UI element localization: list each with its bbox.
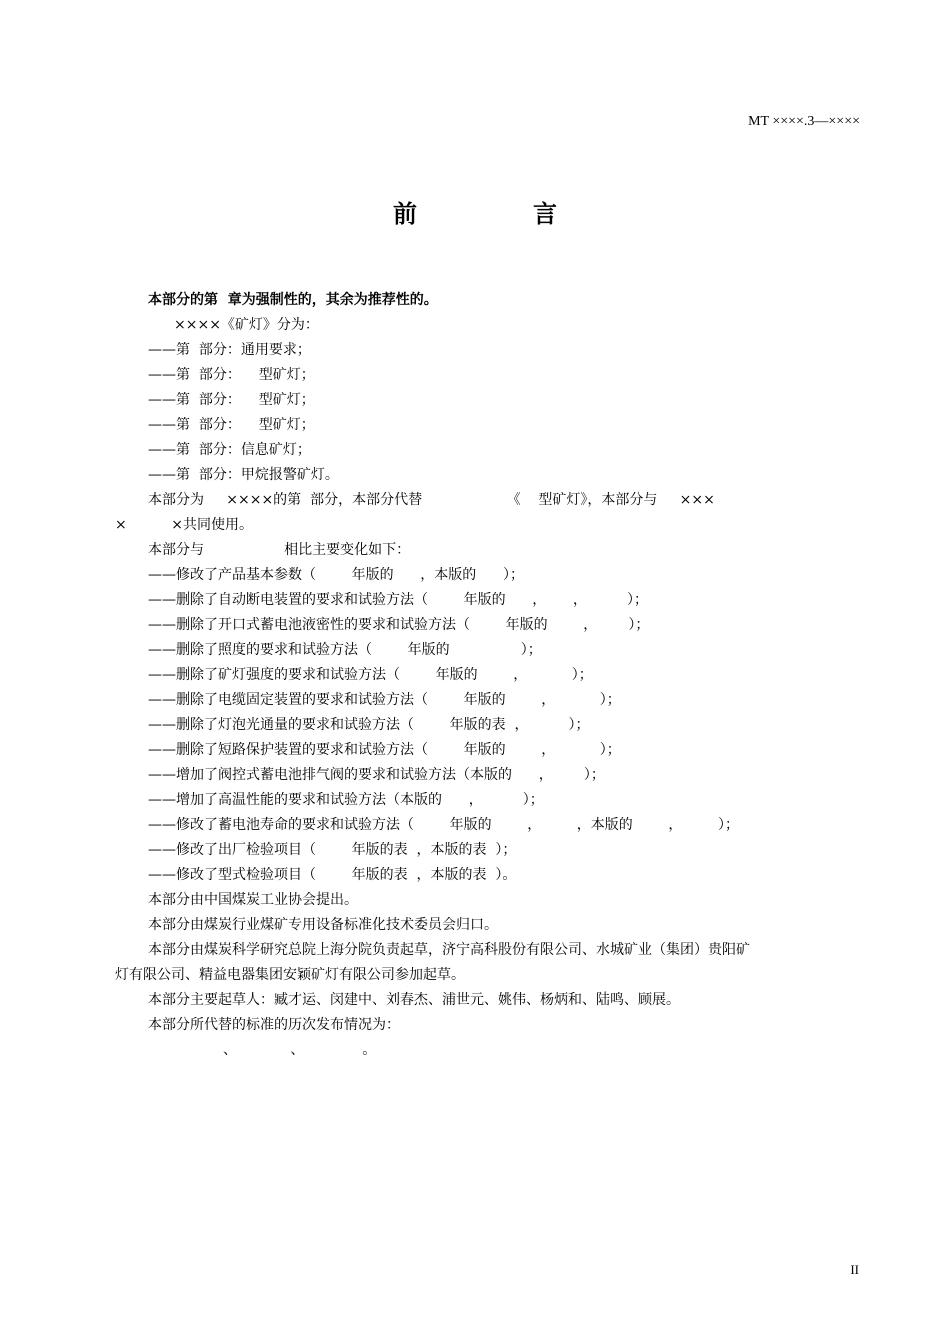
change-item: ——修改了产品基本参数（ 年版的 ，本版的 ）； [148,567,525,583]
change-item: ——删除了开口式蓄电池液密性的要求和试验方法（ 年版的 ， ）； [148,617,650,633]
change-item: ——删除了灯泡光通量的要求和试验方法（ 年版的表 ， ）； [148,717,590,733]
change-item: ——删除了照度的要求和试验方法（ 年版的 ）； [148,642,542,658]
page-number: II [850,1262,859,1277]
change-item: ——增加了阀控式蓄电池排气阀的要求和试验方法（本版的 ， ）； [148,767,605,783]
page-title: 前 言 [393,200,603,228]
list-item: ——第 部分：信息矿灯； [148,442,311,458]
list-item: ——第 部分： 型矿灯； [148,417,315,433]
change-item: ——修改了蓄电池寿命的要求和试验方法（ 年版的 ， ，本版的 ， ）； [148,817,740,833]
change-item: ——修改了出厂检验项目（ 年版的表 ，本版的表 ）； [148,842,517,858]
paragraph: 本部分由煤炭行业煤矿专用设备标准化技术委员会归口。 [148,917,498,933]
paragraph: 本部分由煤炭科学研究总院上海分院负责起草，济宁高科股份有限公司、水城矿业（集团）贵阳矿 [148,942,750,958]
paragraph: 、 、 。 [174,1042,377,1058]
paragraph: 本部分与 相比主要变化如下： [148,542,411,558]
list-item: ——第 部分：通用要求； [148,342,311,358]
paragraph: 本部分为 ××××的第 部分，本部分代替 《 型矿灯》，本部分与 ××× [148,492,715,508]
paragraph-continuation: × ×共同使用。 [115,517,253,533]
change-item: ——删除了短路保护装置的要求和试验方法（ 年版的 ， ）； [148,742,621,758]
list-item: ——第 部分：甲烷报警矿灯。 [148,467,339,483]
paragraph: 本部分由中国煤炭工业协会提出。 [148,892,358,908]
list-item: ——第 部分： 型矿灯； [148,367,315,383]
change-item: ——增加了高温性能的要求和试验方法（本版的 ， ）； [148,792,544,808]
list-item: ——第 部分： 型矿灯； [148,392,315,408]
paragraph: 本部分的第 章为强制性的，其余为推荐性的。 [148,292,438,308]
change-item: ——删除了自动断电装置的要求和试验方法（ 年版的 ， ， ）； [148,592,649,608]
standard-code: MT ××××.3—×××× [748,114,860,129]
document-body [115,288,860,1063]
paragraph: 本部分主要起草人：臧才运、闵建中、刘春杰、浦世元、姚伟、杨炳和、陆鸣、顾展。 [148,992,680,1008]
change-item: ——删除了电缆固定装置的要求和试验方法（ 年版的 ， ）； [148,692,621,708]
change-item: ——删除了矿灯强度的要求和试验方法（ 年版的 ， ）； [148,667,593,683]
paragraph: 本部分所代替的标准的历次发布情况为： [148,1017,400,1033]
change-item: ——修改了型式检验项目（ 年版的表 ，本版的表 ）。 [148,867,517,883]
paragraph-continuation: 灯有限公司、精益电器集团安颖矿灯有限公司参加起草。 [115,967,465,983]
paragraph: ××××《矿灯》分为： [174,317,319,333]
